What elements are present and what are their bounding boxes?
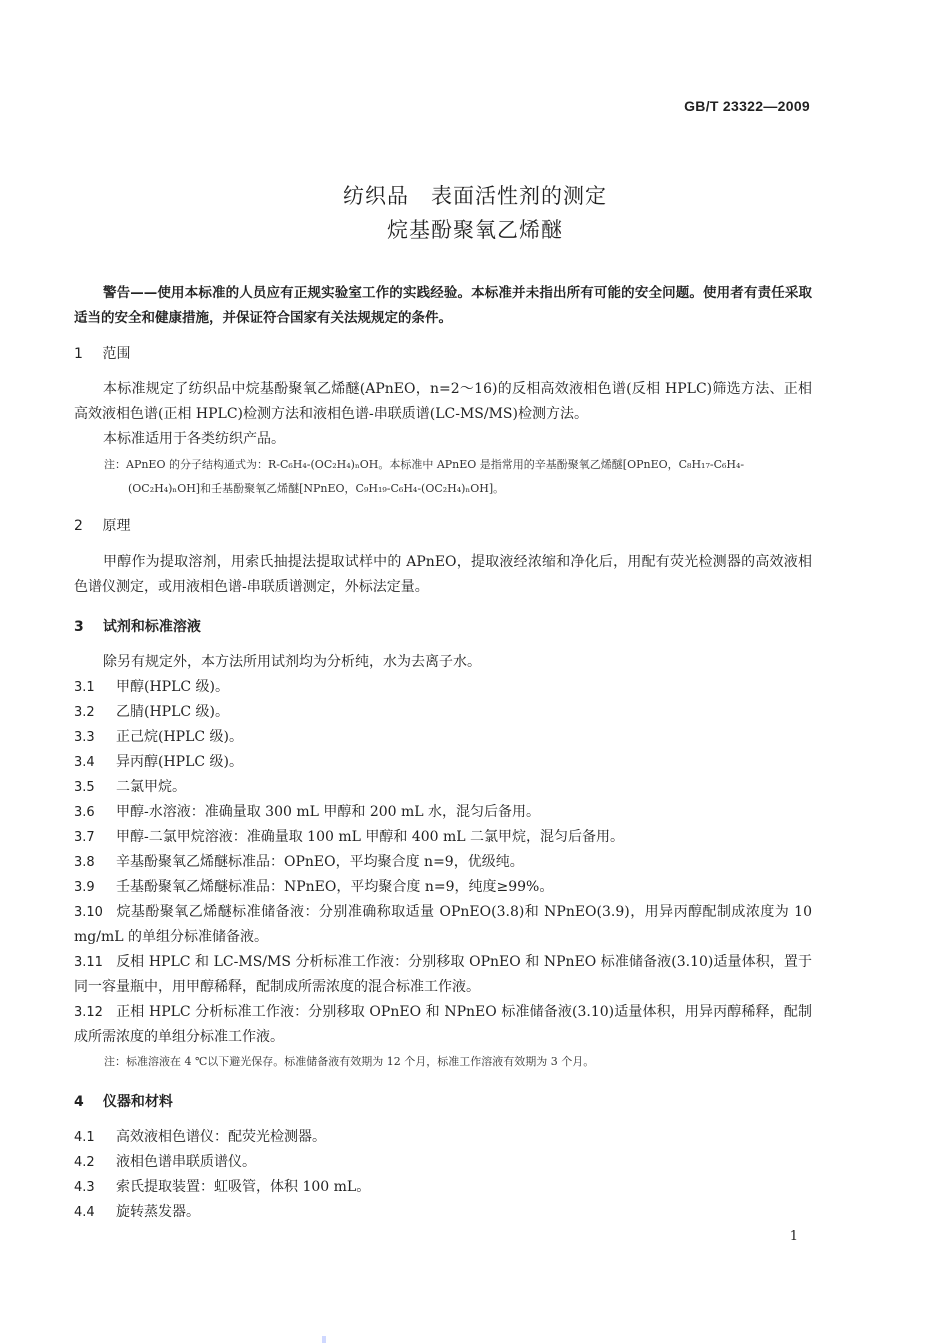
title-line-1: 纺织品 表面活性剂的测定 [343,184,607,208]
list-item [74,950,812,1000]
section-3-paragraph-1: 除另有规定外，本方法所用试剂均为分析纯，水为去离子水。 [103,654,481,670]
section-3-note: 注：标准溶液在 4 ℃以下避光保存。标准储备液有效期为 12 个月，标准工作溶液有效期为 3 个月。 [104,1055,595,1068]
section-1-number: 1 [74,346,83,362]
item-number: 3.2 [74,705,95,720]
item-text: 甲醇(HPLC 级)。 [116,679,230,695]
item-text: 液相色谱串联质谱仪。 [116,1154,256,1170]
list-item [74,725,812,750]
item-number: 3.8 [74,855,95,870]
list-item [74,1200,812,1225]
section-3-number: 3 [74,619,84,635]
item-number: 3.7 [74,830,95,845]
list-item [74,1125,812,1150]
item-text: 壬基酚聚氧乙烯醚标准品：NPnEO，平均聚合度 n=9，纯度≥99%。 [116,879,554,895]
list-item [74,900,812,950]
item-text: 甲醇-水溶液：准确量取 300 mL 甲醇和 200 mL 水，混匀后备用。 [116,804,541,820]
item-text: 反相 HPLC 和 LC-MS/MS 分析标准工作液：分别移取 OPnEO 和 NPnEO 标准储备液(3.10)适量体积，置于同一容量瓶中，用甲醇稀释，配制成所需浓度的混合标准工作液。 [74,954,812,995]
item-number: 3.6 [74,805,95,820]
item-text: 甲醇-二氯甲烷溶液：准确量取 100 mL 甲醇和 400 mL 二氯甲烷，混匀后备用。 [116,829,625,845]
item-number: 4.1 [74,1130,95,1145]
warning-paragraph: 警告——使用本标准的人员应有正规实验室工作的实践经验。本标准并未指出所有可能的安全问题。使用者有责任采取适当的安全和健康措施，并保证符合国家有关法规规定的条件。 [74,285,812,326]
item-number: 3.4 [74,755,95,770]
item-number: 4.4 [74,1205,95,1220]
item-text: 烷基酚聚氧乙烯醚标准储备液：分别准确称取适量 OPnEO(3.8)和 NPnEO(3.9)，用异丙醇配制成浓度为 10 mg/mL 的单组分标准储备液。 [74,904,812,945]
section-2-title: 原理 [102,518,131,534]
item-number: 3.1 [74,680,95,695]
list-item [74,800,812,825]
list-item [74,850,812,875]
item-number: 3.10 [74,905,103,920]
section-4-number: 4 [74,1094,84,1110]
title-line-2: 烷基酚聚氧乙烯醚 [387,218,563,242]
page-number: 1 [789,1229,798,1244]
list-item [74,1150,812,1175]
item-text: 旋转蒸发器。 [116,1204,200,1220]
list-item [74,875,812,900]
item-text: 辛基酚聚氧乙烯醚标准品：OPnEO，平均聚合度 n=9，优级纯。 [116,854,524,870]
item-text: 正相 HPLC 分析标准工作液：分别移取 OPnEO 和 NPnEO 标准储备液(3.10)适量体积，用异丙醇稀释，配制成所需浓度的单组分标准工作液。 [74,1004,812,1045]
section-1-note: 注：APnEO 的分子结构通式为：R-C₆H₄-(OC₂H₄)ₙOH。本标准中 APnEO 是指常用的辛基酚聚氧乙烯醚[OPnEO，C₈H₁₇-C₆H₄-(OC₂H₄)ₙOH]和壬基酚聚氧乙烯醚[NPnEO，C₉H₁₉-C₆H₄-(OC₂H₄)ₙOH]。 [104,458,745,495]
list-item [74,700,812,725]
section-2-number: 2 [74,518,83,534]
section-3-title: 试剂和标准溶液 [102,619,201,635]
section-1-heading [74,343,130,363]
list-item [74,1000,812,1050]
list-item [74,825,812,850]
item-number: 4.2 [74,1155,95,1170]
section-1-paragraph-1: 本标准规定了纺织品中烷基酚聚氧乙烯醚(APnEO，n=2～16)的反相高效液相色谱(反相 HPLC)筛选方法、正相高效液相色谱(正相 HPLC)检测方法和液相色谱-串联质谱(LC-MS/MS)检测方法。 [74,381,812,422]
list-item [74,750,812,775]
standard-number: GB/T 23322—2009 [684,98,810,114]
item-number: 3.9 [74,880,95,895]
item-text: 正己烷(HPLC 级)。 [116,729,244,745]
item-number: 3.3 [74,730,95,745]
scan-artifact [322,1336,326,1343]
item-number: 4.3 [74,1180,95,1195]
item-number: 3.5 [74,780,95,795]
section-1-title: 范围 [102,346,131,362]
item-text: 乙腈(HPLC 级)。 [116,704,230,720]
section-4-title: 仪器和材料 [102,1094,173,1110]
section-3-heading [74,616,201,636]
section-2-paragraph-1: 甲醇作为提取溶剂，用索氏抽提法提取试样中的 APnEO，提取液经浓缩和净化后，用配有荧光检测器的高效液相色谱仪测定，或用液相色谱-串联质谱测定，外标法定量。 [74,554,812,595]
list-item [74,775,812,800]
list-item [74,675,812,700]
section-4-heading [74,1091,173,1111]
item-text: 索氏提取装置：虹吸管，体积 100 mL。 [116,1179,371,1195]
section-2-heading [74,515,130,535]
item-number: 3.12 [74,1005,103,1020]
item-text: 二氯甲烷。 [116,779,186,795]
item-text: 高效液相色谱仪：配荧光检测器。 [116,1129,326,1145]
list-item [74,1175,812,1200]
section-1-paragraph-2: 本标准适用于各类纺织产品。 [103,431,285,447]
item-number: 3.11 [74,955,103,970]
item-text: 异丙醇(HPLC 级)。 [116,754,244,770]
